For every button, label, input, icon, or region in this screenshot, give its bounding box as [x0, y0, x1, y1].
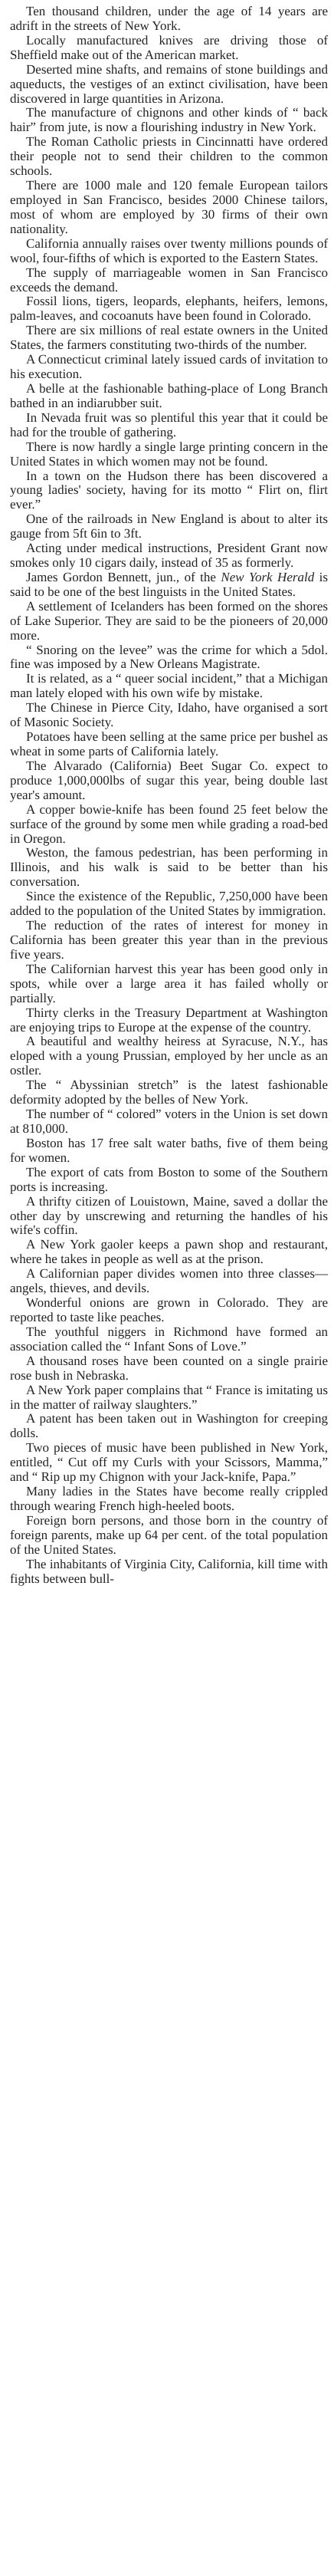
news-item-38: A Californian paper divides women into three classes—angels, thieves, and devils. — [10, 1266, 328, 1296]
news-item-19: A settlement of Icelanders has been formed on the shores of Lake Superior. They are said to be the pioneers of 20,000 more. — [10, 598, 328, 643]
news-item-47: The inhabitants of Virginia City, California, kill time with fights between bull- — [10, 1556, 328, 1586]
news-item-36: A thrifty citizen of Louistown, Maine, saved a dollar the other day by unscrewing and returning the handles of his wife's coffin. — [10, 1193, 328, 1238]
news-item-9: Fossil lions, tigers, leopards, elephants, heifers, lemons, palm-leaves, and cocoanuts have been found in Colorado. — [10, 294, 328, 324]
news-item-34: Boston has 17 free salt water baths, five of them being for women. — [10, 1135, 328, 1165]
news-item-12: A belle at the fashionable bathing-place of Long Branch bathed in an indiarubber suit. — [10, 380, 328, 410]
news-item-35: The export of cats from Boston to some of the Southern ports is increasing. — [10, 1164, 328, 1194]
news-item-13: In Nevada fruit was so plentiful this year that it could be had for the trouble of gathering. — [10, 410, 328, 439]
news-item-20: “ Snoring on the levee” was the crime for which a 5dol. fine was imposed by a New Orleans Magistrate. — [10, 642, 328, 672]
news-item-43: A patent has been taken out in Washington for creeping dolls. — [10, 1411, 328, 1441]
news-item-32: The “ Abyssinian stretch” is the latest fashionable deformity adopted by the belles of New York. — [10, 1077, 328, 1107]
news-item-37: A New York gaoler keeps a pawn shop and restaurant, where he takes in people as well as at the prison. — [10, 1237, 328, 1267]
news-item-2: Locally manufactured knives are driving those of Sheffield make out of the American market. — [10, 32, 328, 62]
news-item-7: California annually raises over twenty millions pounds of wool, four-fifths of which is exported to the Eastern States. — [10, 235, 328, 265]
news-item-8: The supply of marriageable women in San Francisco exceeds the demand. — [10, 265, 328, 294]
news-item-15: In a town on the Hudson there has been discovered a young ladies' society, having for its motto “ Flirt on, flirt ever.” — [10, 468, 328, 512]
news-item-31: A beautiful and wealthy heiress at Syracuse, N.Y., has eloped with a young Prussian, employed by her uncle as an ostler. — [10, 1034, 328, 1078]
news-item-44: Two pieces of music have been published in New York, entitled, “ Cut off my Curls with your Scissors, Mamma,” and “ Rip up my Chignon with your Jack-knife, Papa.” — [10, 1440, 328, 1485]
news-item-5: The Roman Catholic priests in Cincinnatti have ordered their people not to send their children to the common schools. — [10, 134, 328, 179]
news-item-28: The reduction of the rates of interest for money in California has been greater this year than in the previous five years. — [10, 918, 328, 962]
news-item-4: The manufacture of chignons and other kinds of “ back hair” from jute, is now a flourishing industry in New York. — [10, 105, 328, 135]
news-item-18: James Gordon Bennett, jun., of the New York Herald is said to be one of the best linguists in the United States. — [10, 569, 328, 599]
news-item-11: A Connecticut criminal lately issued cards of invitation to his execution. — [10, 352, 328, 382]
news-item-21: It is related, as a “ queer social incident,” that a Michigan man lately eloped with his own wife by mistake. — [10, 671, 328, 701]
news-item-24: The Alvarado (California) Beet Sugar Co. expect to produce 1,000,000lbs of sugar this year, being double last year's amount. — [10, 758, 328, 802]
news-item-14: There is now hardly a single large printing concern in the United States in which women may not be found. — [10, 439, 328, 469]
news-item-25: A copper bowie-knife has been found 25 feet below the surface of the ground by some men while grading a road-bed in Oregon. — [10, 801, 328, 846]
news-item-33: The number of “ colored” voters in the Union is set down at 810,000. — [10, 1107, 328, 1136]
news-item-40: The youthful niggers in Richmond have formed an association called the “ Infant Sons of Love.” — [10, 1324, 328, 1354]
newspaper-name: New York Herald — [221, 569, 315, 584]
news-item-27: Since the existence of the Republic, 7,250,000 have been added to the population of the United States by immigration. — [10, 889, 328, 919]
news-item-46: Foreign born persons, and those born in the country of foreign parents, make up 64 per cent. of the total population of the United States. — [10, 1512, 328, 1557]
news-item-23: Potatoes have been selling at the same price per bushel as wheat in some parts of California lately. — [10, 729, 328, 759]
news-item-10: There are six millions of real estate owners in the United States, the farmers constituting two-thirds of the number. — [10, 323, 328, 353]
news-item-1: Ten thousand children, under the age of 14 years are adrift in the streets of New York. — [10, 4, 328, 33]
news-item-42: A New York paper complains that “ France is imitating us in the matter of railway slaughters.” — [10, 1382, 328, 1412]
news-item-30: Thirty clerks in the Treasury Department at Washington are enjoying trips to Europe at the expense of the country. — [10, 1005, 328, 1035]
news-item-45: Many ladies in the States have become really crippled through wearing French high-heeled boots. — [10, 1484, 328, 1513]
news-item-39: Wonderful onions are grown in Colorado. They are reported to taste like peaches. — [10, 1295, 328, 1324]
news-item-6: There are 1000 male and 120 female European tailors employed in San Francisco, besides 2000 Chinese tailors, most of whom are employed by 30 firms of their own nationality. — [10, 178, 328, 236]
news-item-26: Weston, the famous pedestrian, has been performing in Illinois, and his walk is said to be better than his conversation. — [10, 845, 328, 890]
news-item-29: The Californian harvest this year has been good only in spots, while over a large area it has failed wholly or partially. — [10, 961, 328, 1005]
news-item-16: One of the railroads in New England is about to alter its gauge from 5ft 6in to 3ft. — [10, 512, 328, 541]
news-item-41: A thousand roses have been counted on a single prairie rose bush in Nebraska. — [10, 1353, 328, 1383]
news-item-3: Deserted mine shafts, and remains of stone buildings and aqueducts, the vestiges of an extinct civilisation, have been discovered in large quantities in Arizona. — [10, 61, 328, 106]
news-item-22: The Chinese in Pierce City, Idaho, have organised a sort of Masonic Society. — [10, 700, 328, 730]
news-item-17: Acting under medical instructions, President Grant now smokes only 10 cigars daily, instead of 35 as formerly. — [10, 541, 328, 571]
